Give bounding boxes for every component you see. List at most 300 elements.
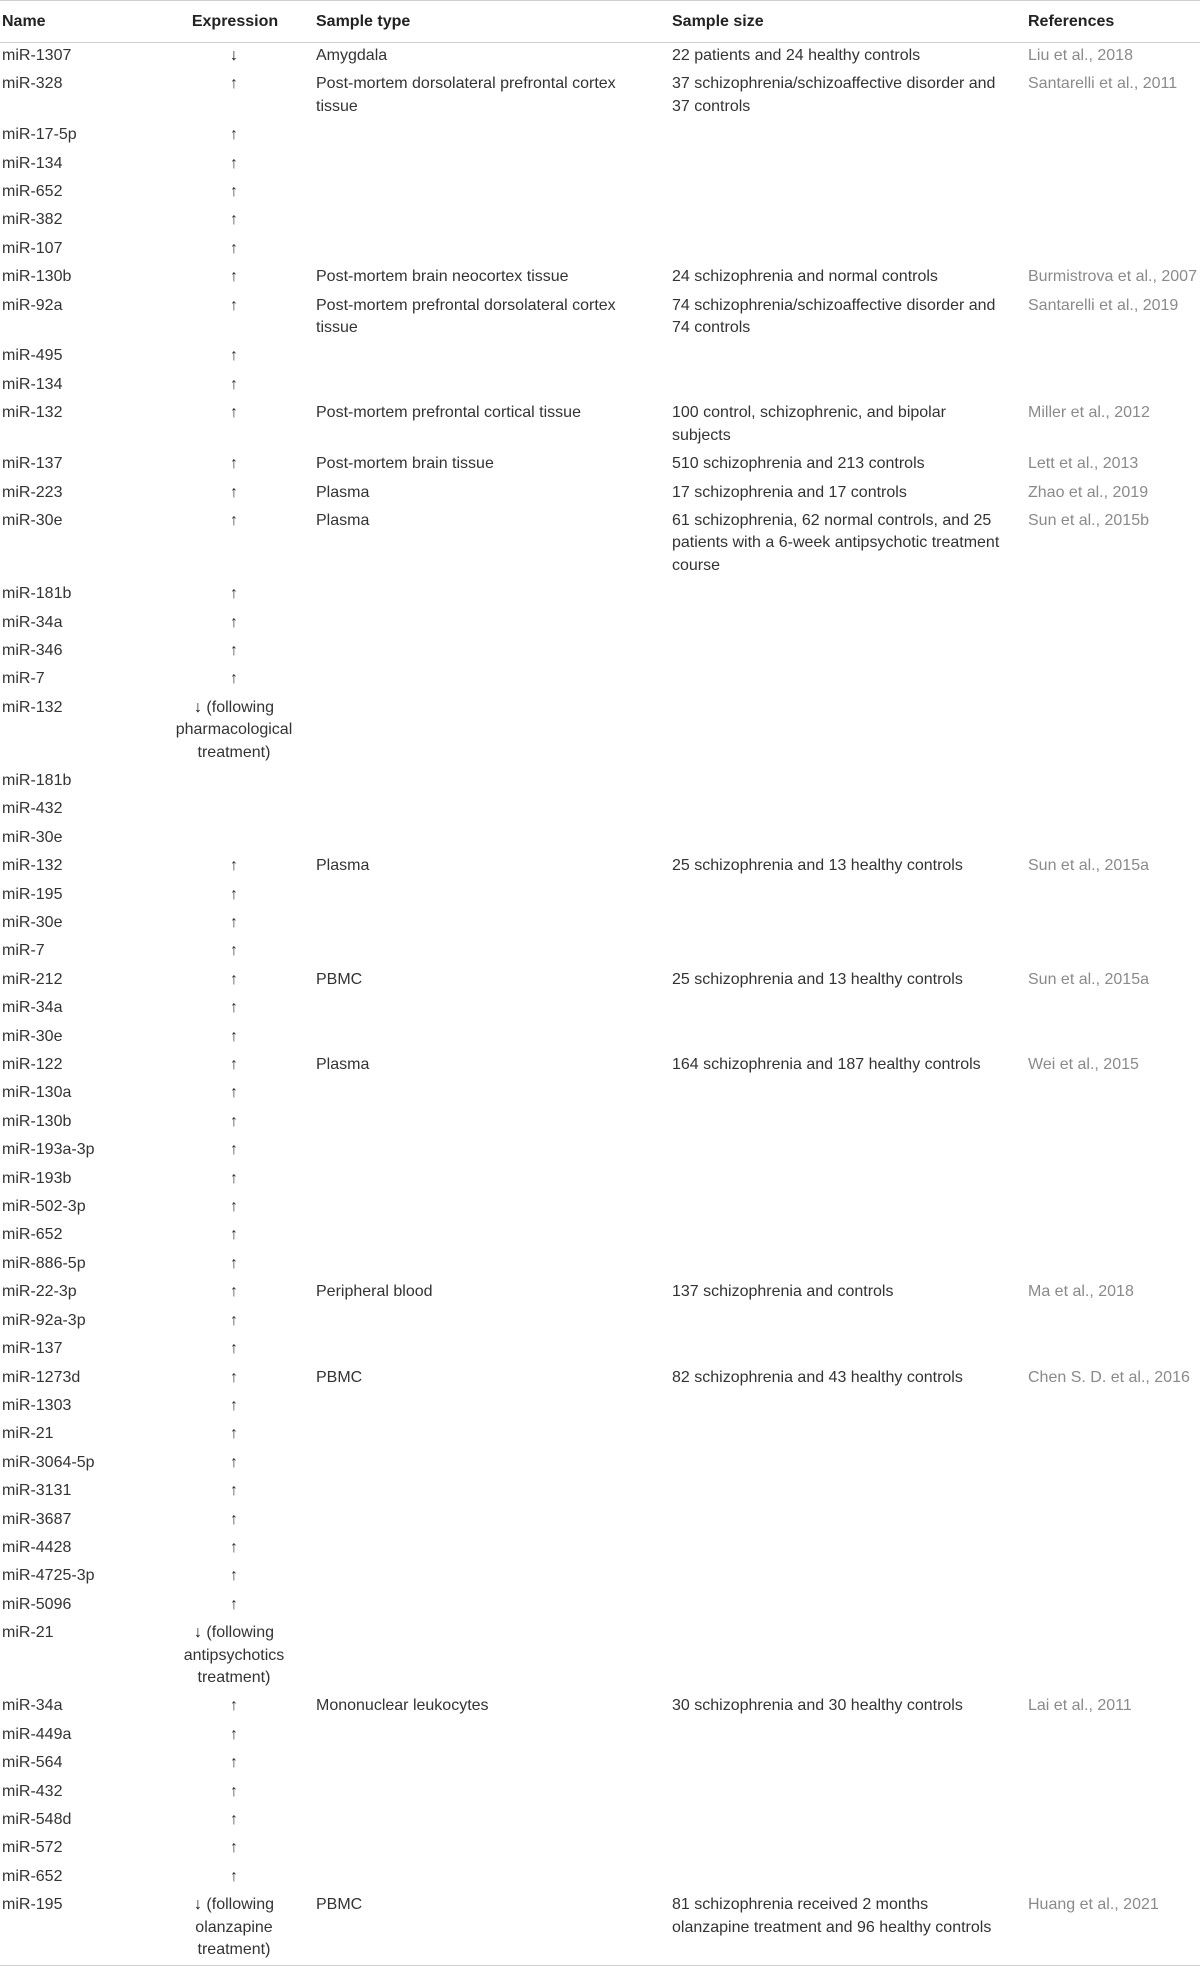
table-row [0, 1251, 1200, 1279]
mirna-name: miR-449a [2, 1725, 72, 1743]
table-row [0, 1421, 1200, 1449]
sample-size [656, 1563, 1012, 1591]
table-row [0, 293, 1200, 344]
arrow-up-icon: ↑ [230, 296, 238, 314]
arrow-up-icon: ↑ [230, 1453, 238, 1471]
expression-cell [158, 938, 300, 966]
reference-link [1012, 995, 1200, 1023]
reference-link [1012, 1779, 1200, 1807]
sample-size [656, 995, 1012, 1023]
sample-type: Plasma [316, 857, 370, 875]
arrow-up-icon: ↑ [230, 455, 238, 473]
reference-link [1012, 1222, 1200, 1250]
sample-size [656, 1807, 1012, 1835]
sample-type: Post-mortem brain neocortex tissue [316, 268, 569, 286]
mirna-name: miR-1307 [2, 47, 72, 64]
sample-type [300, 1166, 656, 1194]
table-row [0, 882, 1200, 910]
sample-type [300, 1024, 656, 1052]
sample-type: Plasma [316, 511, 370, 529]
sample-size [656, 1080, 1012, 1108]
mirna-name: miR-432 [2, 1782, 63, 1800]
mirna-name: miR-181b [2, 585, 72, 603]
mirna-name: miR-886-5p [2, 1254, 86, 1272]
sample-type [300, 1835, 656, 1863]
sample-size [656, 1194, 1012, 1222]
table-row [0, 666, 1200, 694]
sample-size [656, 882, 1012, 910]
arrow-up-icon: ↑ [230, 1595, 238, 1613]
mirna-name: miR-30e [2, 914, 63, 931]
mirna-name: miR-328 [2, 75, 63, 93]
sample-type [300, 1478, 656, 1506]
table-row [0, 768, 1200, 796]
arrow-up-icon: ↑ [230, 1056, 238, 1074]
table-row [0, 581, 1200, 609]
table-row [0, 1080, 1200, 1108]
reference-link [1012, 1450, 1200, 1478]
reference-link: Burmistrova et al., 2007 [1028, 268, 1197, 286]
arrow-down-icon: ↓ [193, 698, 202, 716]
sample-size: 22 patients and 24 healthy controls [672, 47, 921, 64]
reference-link: Miller et al., 2012 [1028, 404, 1150, 422]
arrow-up-icon: ↑ [230, 154, 238, 172]
reference-link [1012, 1109, 1200, 1137]
sample-size [656, 1109, 1012, 1137]
expression-cell [158, 1251, 300, 1279]
table-row [0, 967, 1200, 995]
expression-cell [158, 1620, 300, 1693]
expression-cell [158, 1166, 300, 1194]
reference-link [1012, 610, 1200, 638]
mirna-name: miR-130b [2, 268, 72, 286]
sample-type [300, 1393, 656, 1421]
sample-type: PBMC [316, 1896, 363, 1914]
expression-cell [158, 825, 300, 853]
sample-size [656, 825, 1012, 853]
expression-cell [158, 695, 300, 768]
arrow-up-icon: ↑ [230, 1867, 238, 1885]
sample-size [656, 796, 1012, 824]
sample-type: Plasma [316, 1056, 370, 1074]
arrow-up-icon: ↑ [230, 1482, 238, 1500]
arrow-up-icon: ↑ [230, 1112, 238, 1130]
sample-type: Post-mortem prefrontal cortical tissue [316, 404, 581, 422]
mirna-name: miR-30e [2, 828, 63, 846]
table-row [0, 1166, 1200, 1194]
arrow-up-icon: ↑ [230, 1538, 238, 1556]
expression-cell [158, 480, 300, 508]
arrow-up-icon: ↑ [230, 511, 238, 529]
mirna-name: miR-3687 [2, 1510, 72, 1528]
mirna-name: miR-652 [2, 1226, 63, 1244]
table-row [0, 207, 1200, 235]
reference-link: Lett et al., 2013 [1028, 455, 1139, 473]
mirna-name: miR-548d [2, 1811, 72, 1828]
sample-size: 510 schizophrenia and 213 controls [672, 455, 925, 473]
mirna-name: miR-17-5p [2, 126, 77, 144]
sample-type [300, 1450, 656, 1478]
reference-link [1012, 1393, 1200, 1421]
table-row [0, 910, 1200, 938]
mirna-name: miR-495 [2, 347, 63, 365]
sample-size [656, 1336, 1012, 1364]
arrow-up-icon: ↑ [230, 268, 238, 286]
expression-cell [158, 638, 300, 666]
arrow-up-icon: ↑ [230, 1169, 238, 1187]
table-row [0, 1750, 1200, 1778]
sample-size: 81 schizophrenia received 2 months olanzapine treatment and 96 healthy controls [672, 1896, 992, 1936]
sample-size [656, 1507, 1012, 1535]
sample-type [300, 768, 656, 796]
mirna-name: miR-132 [2, 404, 63, 422]
reference-link: Sun et al., 2015a [1028, 857, 1149, 875]
sample-size [656, 1835, 1012, 1863]
table-row [0, 1535, 1200, 1563]
expression-cell [158, 451, 300, 479]
sample-type [300, 1535, 656, 1563]
mirna-name: miR-4428 [2, 1538, 72, 1556]
table-row [0, 1892, 1200, 1966]
reference-link: Liu et al., 2018 [1028, 47, 1133, 64]
expression-cell [158, 882, 300, 910]
table-row [0, 264, 1200, 292]
expression-cell [158, 610, 300, 638]
expression-cell [158, 796, 300, 824]
arrow-up-icon: ↑ [230, 670, 238, 688]
table-row [0, 938, 1200, 966]
reference-link [1012, 1308, 1200, 1336]
mirna-name: miR-212 [2, 970, 63, 988]
sample-type [300, 910, 656, 938]
table-body [0, 43, 1200, 1966]
sample-size [656, 151, 1012, 179]
mirna-name: miR-134 [2, 375, 63, 393]
mirna-name: miR-193a-3p [2, 1141, 95, 1159]
sample-size [656, 638, 1012, 666]
sample-size: 164 schizophrenia and 187 healthy controls [672, 1056, 981, 1074]
sample-type [300, 1779, 656, 1807]
sample-type: Amygdala [316, 47, 388, 64]
mirna-name: miR-564 [2, 1754, 63, 1772]
sample-type: PBMC [316, 970, 363, 988]
table-row [0, 1507, 1200, 1535]
table-row [0, 1194, 1200, 1222]
reference-link [1012, 768, 1200, 796]
sample-size: 137 schizophrenia and controls [672, 1283, 894, 1301]
sample-size [656, 1308, 1012, 1336]
sample-size: 25 schizophrenia and 13 healthy controls [672, 970, 963, 988]
arrow-up-icon: ↑ [230, 211, 238, 229]
arrow-up-icon: ↑ [230, 1396, 238, 1414]
sample-type [300, 1421, 656, 1449]
expression-cell [158, 1535, 300, 1563]
arrow-up-icon: ↑ [230, 1027, 238, 1045]
table-row [0, 1450, 1200, 1478]
table-row [0, 853, 1200, 881]
reference-link [1012, 1336, 1200, 1364]
sample-size [656, 1024, 1012, 1052]
sample-size: 37 schizophrenia/schizoaffective disorder and 37 controls [672, 75, 996, 115]
sample-size [656, 1166, 1012, 1194]
arrow-up-icon: ↑ [230, 1697, 238, 1715]
sample-type [300, 1507, 656, 1535]
mirna-name: miR-195 [2, 1896, 63, 1914]
sample-size [656, 1137, 1012, 1165]
reference-link [1012, 236, 1200, 264]
expression-cell [158, 372, 300, 400]
mirna-name: miR-195 [2, 885, 63, 903]
header-references: References [1028, 13, 1115, 31]
arrow-up-icon: ↑ [230, 999, 238, 1017]
table-row [0, 1109, 1200, 1137]
expression-cell [158, 1750, 300, 1778]
sample-type [300, 882, 656, 910]
mirna-name: miR-432 [2, 800, 63, 818]
reference-link [1012, 1166, 1200, 1194]
reference-link [1012, 1024, 1200, 1052]
arrow-up-icon: ↑ [230, 75, 238, 93]
mirna-name: miR-132 [2, 698, 63, 716]
sample-type: Post-mortem prefrontal dorsolateral cortex tissue [316, 296, 616, 337]
reference-link [1012, 1137, 1200, 1165]
expression-cell [158, 1080, 300, 1108]
sample-size [656, 695, 1012, 768]
arrow-up-icon: ↑ [230, 613, 238, 631]
sample-size: 30 schizophrenia and 30 healthy controls [672, 1697, 963, 1715]
expression-cell [158, 1592, 300, 1620]
expression-cell [158, 343, 300, 371]
table-row [0, 343, 1200, 371]
reference-link [1012, 666, 1200, 694]
table-row [0, 1478, 1200, 1506]
arrow-up-icon: ↑ [230, 183, 238, 201]
expression-cell [158, 1109, 300, 1137]
header-name: Name [2, 13, 46, 31]
expression-note: (following pharmacological treatment) [175, 698, 293, 761]
table-row [0, 236, 1200, 264]
expression-cell [158, 1478, 300, 1506]
mirna-name: miR-652 [2, 1867, 63, 1885]
sample-size [656, 910, 1012, 938]
arrow-down-icon: ↓ [193, 1624, 202, 1642]
expression-cell [158, 122, 300, 150]
table-row [0, 1693, 1200, 1721]
table-row [0, 825, 1200, 853]
sample-type [300, 695, 656, 768]
arrow-up-icon: ↑ [230, 1368, 238, 1386]
expression-cell [158, 1024, 300, 1052]
reference-link [1012, 1807, 1200, 1835]
reference-link [1012, 1507, 1200, 1535]
sample-type [300, 638, 656, 666]
reference-link [1012, 695, 1200, 768]
table-row [0, 372, 1200, 400]
reference-link [1012, 1080, 1200, 1108]
arrow-up-icon: ↑ [230, 1510, 238, 1528]
arrow-up-icon: ↑ [230, 585, 238, 603]
sample-type [300, 825, 656, 853]
sample-size: 61 schizophrenia, 62 normal controls, and 25 patients with a 6-week antipsychotic treatment course [672, 511, 1000, 574]
mirna-name: miR-34a [2, 1697, 63, 1715]
mirna-name: miR-34a [2, 999, 63, 1017]
sample-type [300, 236, 656, 264]
arrow-up-icon: ↑ [230, 1198, 238, 1216]
sample-size: 100 control, schizophrenic, and bipolar subjects [672, 404, 946, 444]
sample-size [656, 1620, 1012, 1693]
arrow-up-icon: ↑ [230, 239, 238, 257]
sample-size [656, 1251, 1012, 1279]
table-row [0, 71, 1200, 122]
expression-cell [158, 768, 300, 796]
expression-cell [158, 1864, 300, 1892]
sample-type: Peripheral blood [316, 1283, 433, 1301]
mirna-name: miR-502-3p [2, 1198, 86, 1216]
reference-link [1012, 1563, 1200, 1591]
mirna-name: miR-122 [2, 1056, 63, 1074]
mirna-name: miR-7 [2, 670, 45, 688]
sample-type: Plasma [316, 483, 370, 501]
sample-type [300, 666, 656, 694]
mirna-name: miR-7 [2, 942, 45, 960]
mirna-name: miR-346 [2, 641, 63, 659]
reference-link: Lai et al., 2011 [1028, 1697, 1132, 1715]
sample-type: Mononuclear leukocytes [316, 1697, 489, 1715]
reference-link [1012, 151, 1200, 179]
mirna-name: miR-223 [2, 483, 63, 501]
expression-cell [158, 1194, 300, 1222]
expression-note: (following olanzapine treatment) [195, 1896, 275, 1959]
reference-link [1012, 882, 1200, 910]
sample-type [300, 343, 656, 371]
reference-link [1012, 638, 1200, 666]
table-row [0, 695, 1200, 768]
reference-link: Sun et al., 2015b [1028, 511, 1149, 529]
reference-link: Sun et al., 2015a [1028, 970, 1149, 988]
table-row [0, 796, 1200, 824]
reference-link [1012, 910, 1200, 938]
expression-cell [158, 71, 300, 122]
sample-type: Post-mortem dorsolateral prefrontal cortex tissue [316, 75, 616, 115]
table-row [0, 1807, 1200, 1835]
expression-cell [158, 1336, 300, 1364]
reference-link: Chen S. D. et al., 2016 [1028, 1368, 1190, 1386]
sample-size [656, 610, 1012, 638]
arrow-up-icon: ↑ [230, 126, 238, 144]
mirna-name: miR-132 [2, 857, 63, 875]
sample-size [656, 768, 1012, 796]
arrow-up-icon: ↑ [230, 1226, 238, 1244]
reference-link: Wei et al., 2015 [1028, 1056, 1139, 1074]
mirna-name: miR-382 [2, 211, 63, 229]
sample-size: 24 schizophrenia and normal controls [672, 268, 938, 286]
sample-size [656, 1535, 1012, 1563]
sample-size [656, 207, 1012, 235]
expression-cell [158, 1693, 300, 1721]
reference-link [1012, 1194, 1200, 1222]
table-row [0, 122, 1200, 150]
arrow-up-icon: ↑ [230, 641, 238, 659]
reference-link [1012, 1535, 1200, 1563]
expression-cell [158, 400, 300, 451]
expression-cell [158, 1507, 300, 1535]
mirna-name: miR-193b [2, 1169, 72, 1187]
reference-link [1012, 1864, 1200, 1892]
arrow-up-icon: ↑ [230, 857, 238, 875]
reference-link [1012, 1421, 1200, 1449]
reference-link: Zhao et al., 2019 [1028, 483, 1149, 501]
arrow-up-icon: ↑ [230, 347, 238, 365]
sample-type: PBMC [316, 1368, 363, 1386]
mirna-name: miR-30e [2, 511, 63, 529]
sample-type [300, 1080, 656, 1108]
mirna-name: miR-652 [2, 183, 63, 201]
sample-type [300, 372, 656, 400]
sample-type [300, 1563, 656, 1591]
sample-type [300, 1336, 656, 1364]
expression-cell [158, 1835, 300, 1863]
sample-size [656, 1864, 1012, 1892]
mirna-name: miR-137 [2, 1340, 63, 1358]
sample-type [300, 1864, 656, 1892]
reference-link [1012, 122, 1200, 150]
mirna-name: miR-22-3p [2, 1283, 77, 1301]
reference-link [1012, 1835, 1200, 1863]
sample-size [656, 1393, 1012, 1421]
sample-size [656, 1421, 1012, 1449]
table-row [0, 1563, 1200, 1591]
table-row [0, 1722, 1200, 1750]
reference-link [1012, 796, 1200, 824]
arrow-down-icon: ↓ [230, 47, 238, 64]
sample-type [300, 1807, 656, 1835]
sample-type [300, 796, 656, 824]
mirna-name: miR-572 [2, 1839, 63, 1857]
sample-type [300, 995, 656, 1023]
sample-type [300, 610, 656, 638]
sample-size [656, 581, 1012, 609]
sample-size [656, 666, 1012, 694]
arrow-up-icon: ↑ [230, 885, 238, 903]
arrow-up-icon: ↑ [230, 1782, 238, 1800]
sample-size: 25 schizophrenia and 13 healthy controls [672, 857, 963, 875]
table-row [0, 1024, 1200, 1052]
expression-cell [158, 207, 300, 235]
arrow-up-icon: ↑ [230, 483, 238, 501]
table-row [0, 1393, 1200, 1421]
sample-size [656, 372, 1012, 400]
table-row [0, 508, 1200, 581]
arrow-up-icon: ↑ [230, 1141, 238, 1159]
reference-link [1012, 1750, 1200, 1778]
arrow-up-icon: ↑ [230, 942, 238, 960]
table-row [0, 1279, 1200, 1307]
expression-cell [158, 1722, 300, 1750]
expression-cell [158, 236, 300, 264]
sample-type [300, 1109, 656, 1137]
mirna-name: miR-130b [2, 1112, 72, 1130]
arrow-up-icon: ↑ [230, 1283, 238, 1301]
sample-type [300, 1194, 656, 1222]
table-header [0, 1, 1200, 43]
sample-type [300, 122, 656, 150]
reference-link [1012, 372, 1200, 400]
expression-cell [158, 1892, 300, 1966]
sample-type [300, 1722, 656, 1750]
table-row [0, 1052, 1200, 1080]
sample-size [656, 1750, 1012, 1778]
sample-type [300, 207, 656, 235]
